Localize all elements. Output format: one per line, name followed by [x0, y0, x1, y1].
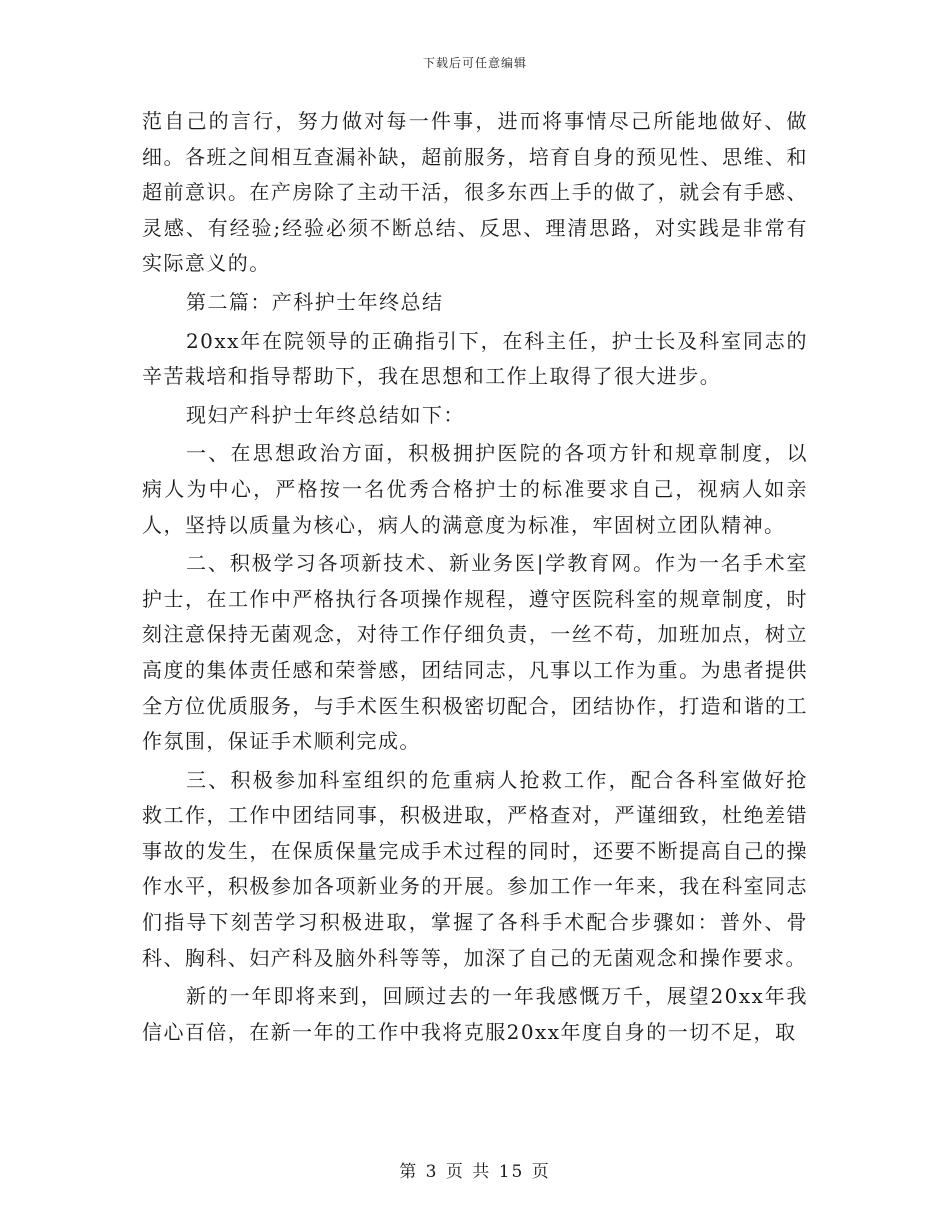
- section-heading: 第二篇：产科护士年终总结: [186, 289, 444, 314]
- page-number: 第 3 页 共 15 页: [399, 1162, 551, 1182]
- page-header: 下载后可任意编辑: [422, 56, 527, 70]
- paragraph-1: 范自己的言行，努力做对每一件事，进而将事情尽己所能地做好、做细。各班之间相互查漏补缺，超前服务，培育自身的预见性、思维、和超前意识。在产房除了主动干活，很多东西上手的做了，就会有手感、灵感、有经验;经验必须不断总结、反思、理清思路，对实践是非常有实际意义的。: [142, 109, 808, 276]
- document-body: [142, 104, 808, 1053]
- paragraph-8: 新的一年即将来到，回顾过去的一年我感慨万千，展望20xx年我信心百倍，在新一年的工作中我将克服20xx年度自身的一切不足，取: [142, 984, 808, 1044]
- paragraph-6: 二、积极学习各项新技术、新业务医|学教育网。作为一名手术室护士，在工作中严格执行各项操作规程，遵守医院科室的规章制度，时刻注意保持无菌观念，对待工作仔细负责，一丝不苟，加班加点，树立高度的集体责任感和荣誉感，团结同志，凡事以工作为重。为患者提供全方位优质服务，与手术医生积极密切配合，团结协作，打造和谐的工作氛围，保证手术顺利完成。: [142, 551, 808, 754]
- paragraph-5: 一、在思想政治方面，积极拥护医院的各项方针和规章制度，以病人为中心，严格按一名优秀合格护士的标准要求自己，视病人如亲人，坚持以质量为核心，病人的满意度为标准，牢固树立团队精神。: [142, 441, 808, 537]
- paragraph-7: 三、积极参加科室组织的危重病人抢救工作，配合各科室做好抢救工作，工作中团结同事，积极进取，严格查对，严谨细致，杜绝差错事故的发生，在保质保量完成手术过程的同时，还要不断提高自己的操作水平，积极参加各项新业务的开展。参加工作一年来，我在科室同志们指导下刻苦学习积极进取，掌握了各科手术配合步骤如：普外、骨科、胸科、妇产科及脑外科等等，加深了自己的无菌观念和操作要求。: [142, 767, 808, 970]
- paragraph-4: 现妇产科护士年终总结如下：: [186, 402, 465, 427]
- paragraph-3: 20xx年在院领导的正确指引下，在科主任，护士长及科室同志的辛苦栽培和指导帮助下，我在思想和工作上取得了很大进步。: [142, 328, 808, 389]
